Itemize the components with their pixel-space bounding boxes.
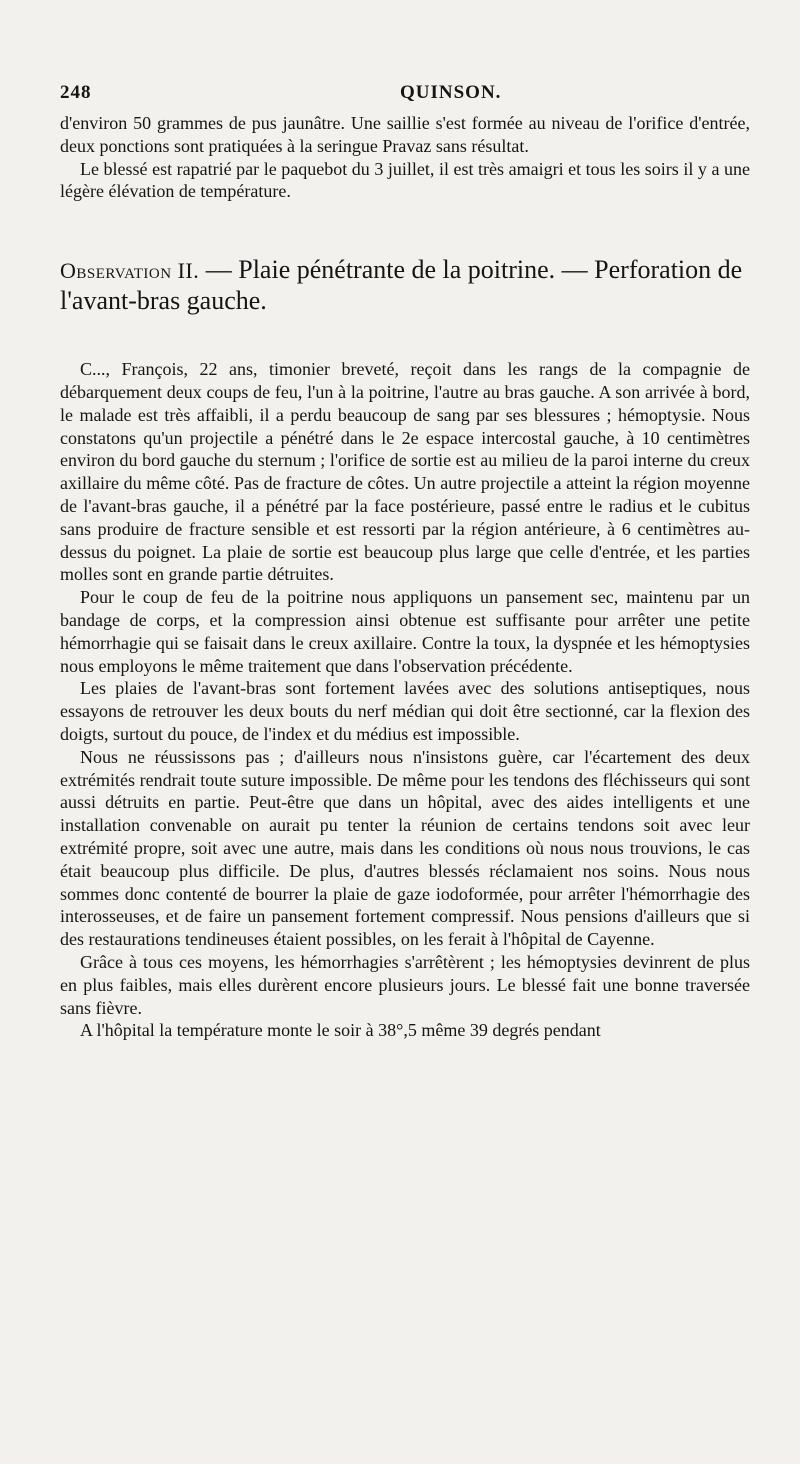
body-paragraph: A l'hôpital la température monte le soir à 38°,5 même 39 degrés pendant [80,1020,601,1041]
body-paragraph: Grâce à tous ces moyens, les hémorrhagies s'arrêtèrent ; les hémoptysies devinrent de plus en plus faibles, mais elles durèrent encore plusieurs jours. Le blessé fait une bonne traversée sans fièvre. [60,951,750,1018]
intro-paragraph: d'environ 50 grammes de pus jaunâtre. Une saillie s'est formée au niveau de l'orifice d'entrée, deux ponctions sont pratiquées à la seringue Pravaz sans résultat. [60,113,750,156]
page-number: 248 [60,82,92,103]
intro-paragraph: Le blessé est rapatrié par le paquebot du 3 juillet, il est très amaigri et tous les soirs il y a une légère élévation de température. [60,158,750,202]
observation-label: Observation II. [60,258,200,284]
running-head: QUINSON. [400,82,502,103]
page-body [60,112,750,1042]
page-header [60,82,750,112]
body-paragraph: C..., François, 22 ans, timonier breveté, reçoit dans les rangs de la compagnie de débarquement deux coups de feu, l'un à la poitrine, l'autre au bras gauche. A son arrivée à bord, le malade est très affaibli, il a perdu beaucoup de sang par ses blessures ; hémoptysie. Nous constatons qu'un projectile a pénétré dans le 2e espace intercostal gauche, à 10 centimètres environ du bord gauche du sternum ; l'orifice de sortie est au milieu de la paroi interne du creux axillaire du même côté. Pas de fracture de côtes. Un autre projectile a atteint la région moyenne de l'avant-bras gauche, il a pénétré par la face postérieure, passé entre le radius et le cubitus sans produire de fracture sensible et est ressorti par la région antérieure, à 6 centimètres au-dessus du poignet. La plaie de sortie est beaucoup plus large que celle d'entrée, et les parties molles sont en grande partie détruites. [60,359,750,585]
body-paragraph: Nous ne réussissons pas ; d'ailleurs nous n'insistons guère, car l'écartement des deux extrémités rendrait toute suture impossible. De même pour les tendons des fléchisseurs qui sont aussi détruits en partie. Peut-être que dans un hôpital, avec des aides intelligents et une installation convenable on aurait pu tenter la réunion de certains tendons soit avec leur extrémité propre, soit avec une autre, mais dans les conditions où nous nous trouvions, le cas était beaucoup plus difficile. De plus, d'autres blessés réclamaient nos soins. Nous nous sommes donc contenté de bourrer la plaie de gaze iodoformée, pour arrêter l'hémorrhagie des interosseuses, et de faire un pansement fortement compressif. Nous pensions d'ailleurs que si des restaurations tendineuses étaient possibles, on les ferait à l'hôpital de Cayenne. [60,746,750,950]
body-paragraph: Pour le coup de feu de la poitrine nous appliquons un pansement sec, maintenu par un bandage de corps, et la compression ainsi obtenue est suffisante pour arrêter une petite hémorrhagie qui se faisait dans le creux axillaire. Contre la toux, la dyspnée et les hémoptysies nous employons le même traitement que dans l'observation précédente. [60,587,750,676]
observation-title: — Plaie pénétrante de la poitrine. — Perforation de l'avant-bras gauche. [60,255,743,316]
observation-heading [60,255,750,316]
body-paragraph: Les plaies de l'avant-bras sont fortement lavées avec des solutions antiseptiques, nous essayons de retrouver les deux bouts du nerf médian qui doit être sectionné, car la flexion des doigts, surtout du pouce, de l'index et du médius est impossible. [60,678,750,744]
